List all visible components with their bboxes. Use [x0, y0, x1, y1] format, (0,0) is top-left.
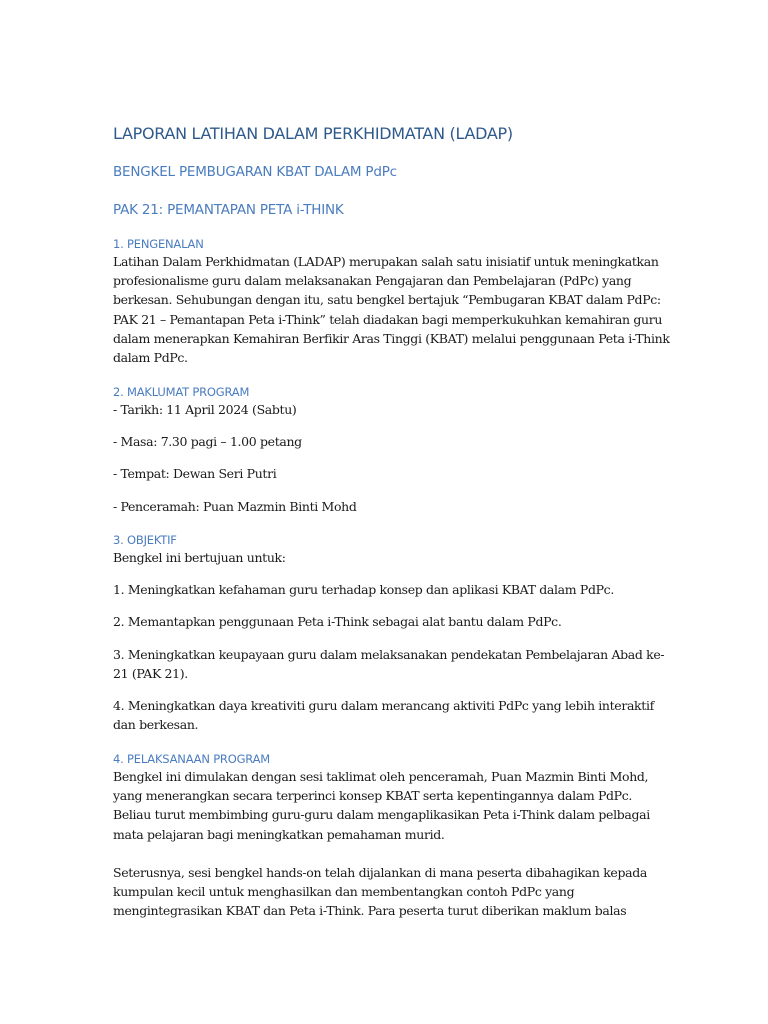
list-item: 2. Memantapkan penggunaan Peta i-Think sebagai alat bantu dalam PdPc.: [113, 614, 562, 630]
list-item: - Tempat: Dewan Seri Putri: [113, 466, 277, 482]
section-heading: 4. PELAKSANAAN PROGRAM: [113, 752, 271, 766]
section-heading: 3. OBJEKTIF: [113, 533, 177, 547]
section-heading: 1. PENGENALAN: [113, 237, 204, 251]
document-subtitle-2: PAK 21: PEMANTAPAN PETA i-THINK: [113, 202, 344, 218]
section-pengenalan: [113, 236, 673, 367]
section-objektif: [113, 532, 673, 734]
section-paragraph: Latihan Dalam Perkhidmatan (LADAP) merupakan salah satu inisiatif untuk meningkatkan profesionalisme guru dalam melaksanakan Pengajaran dan Pembelajaran (PdPc) yang berkesan. Sehubungan dengan itu, satu bengkel bertajuk “Pembugaran KBAT dalam PdPc: PAK 21 – Pemantapan Peta i-Think” telah diadakan bagi memperkukuhkan kemahiran guru dalam menerapkan Kemahiran Berfikir Aras Tinggi (KBAT) melalui penggunaan Peta i-Think dalam PdPc.: [113, 254, 670, 366]
list-item: 4. Meningkatkan daya kreativiti guru dalam merancang aktiviti PdPc yang lebih interaktif dan berkesan.: [113, 698, 654, 733]
list-item: 3. Meningkatkan keupayaan guru dalam melaksanakan pendekatan Pembelajaran Abad ke-21 (PAK 21).: [113, 646, 665, 681]
list-item: - Tarikh: 11 April 2024 (Sabtu): [113, 402, 297, 417]
section-maklumat: [113, 384, 673, 516]
list-item: - Penceramah: Puan Mazmin Binti Mohd: [113, 498, 357, 514]
section-heading: 2. MAKLUMAT PROGRAM: [113, 385, 250, 399]
section-pelaksanaan: [113, 751, 673, 920]
section-paragraph: Bengkel ini dimulakan dengan sesi taklimat oleh penceramah, Puan Mazmin Binti Mohd, yang menerangkan secara terperinci konsep KBAT serta kepentingannya dalam PdPc. Beliau turut membimbing guru-guru dalam mengaplikasikan Peta i-Think dalam pelbagai mata pelajaran bagi meningkatkan pemahaman murid.: [113, 769, 650, 842]
list-item: 1. Meningkatkan kefahaman guru terhadap konsep dan aplikasi KBAT dalam PdPc.: [113, 582, 614, 598]
document-title: LAPORAN LATIHAN DALAM PERKHIDMATAN (LADAP): [113, 124, 513, 143]
section-intro: Bengkel ini bertujuan untuk:: [113, 550, 286, 565]
section-paragraph: Seterusnya, sesi bengkel hands-on telah dijalankan di mana peserta dibahagikan kepada kumpulan kecil untuk menghasilkan dan membentangkan contoh PdPc yang mengintegrasikan KBAT dan Peta i-Think. Para peserta turut diberikan maklum balas: [113, 864, 647, 919]
list-item: - Masa: 7.30 pagi – 1.00 petang: [113, 434, 302, 450]
document-subtitle: BENGKEL PEMBUGARAN KBAT DALAM PdPc: [113, 164, 397, 180]
